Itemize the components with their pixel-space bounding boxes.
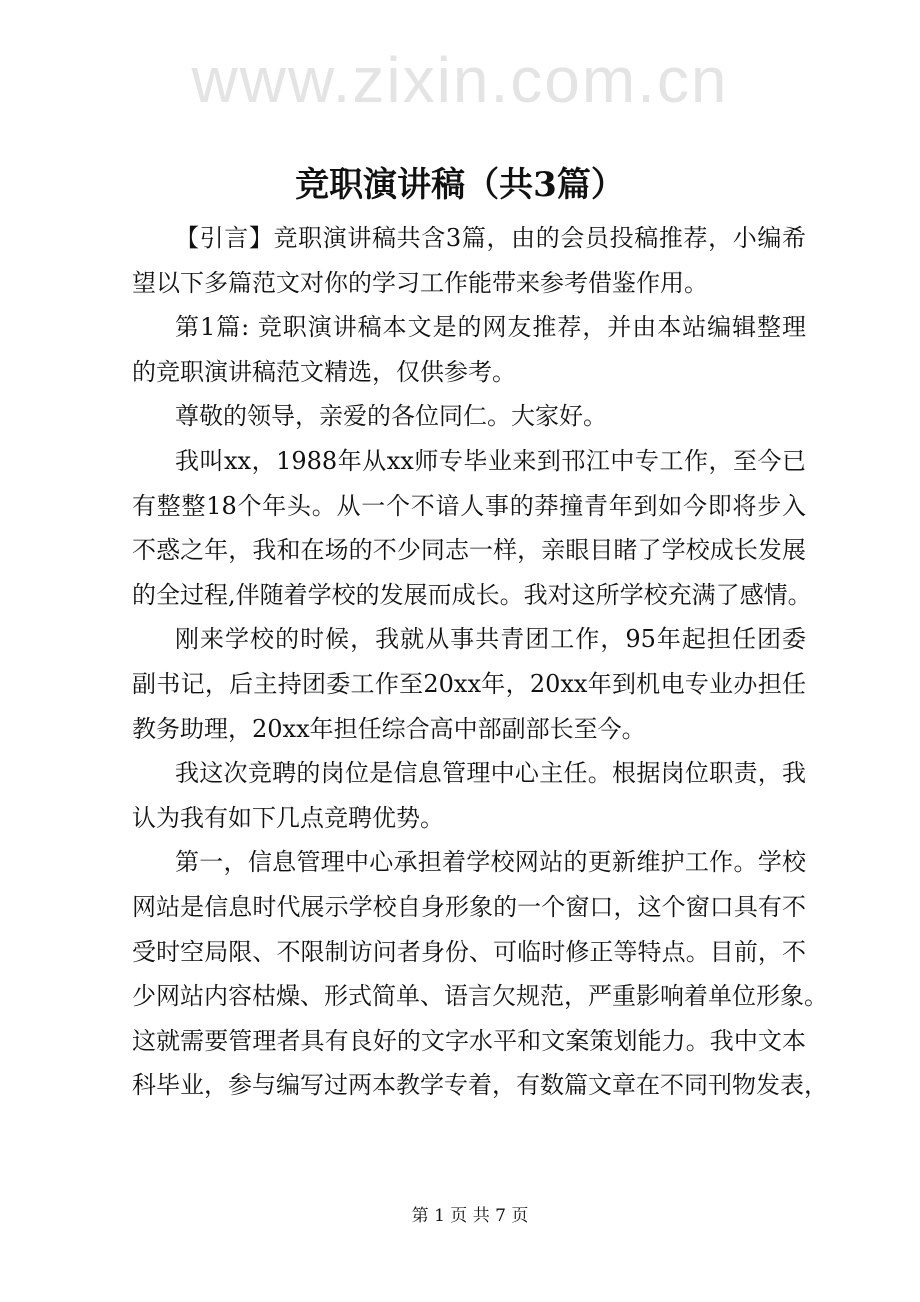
text-line: 第1篇: 竞职演讲稿本文是的网友推荐，并由本站编辑整理 [175,313,806,342]
text-line: 【引言】竞职演讲稿共含3篇，由的会员投稿推荐，小编希 [175,224,806,252]
paragraph [132,617,806,751]
page-footer: 第 1 页 共 7 页 [411,1206,529,1226]
text-line: 的竞职演讲稿范文精选，仅供参考。 [132,357,516,386]
text-line: 望以下多篇范文对你的学习工作能带来参考借鉴作用。 [132,268,708,297]
text-line: 刚来学校的时候，我就从事共青团工作，95年起担任团委 [175,625,806,654]
text-line: 少网站内容枯燥、形式简单、语言欠规范，严重影响着单位形象。 [132,982,828,1011]
text-line: 教务助理，20xx年担任综合高中部副部长至今。 [132,714,646,743]
paragraph [132,305,806,394]
text-line: 尊敬的领导，亲爱的各位同仁。大家好。 [175,402,607,431]
text-line: 我这次竞聘的岗位是信息管理中心主任。根据岗位职责，我 [175,759,806,788]
paragraph [132,840,828,1108]
watermark: www.zixin.com.cn [191,44,729,116]
document-title: 竞职演讲稿（共3篇） [295,165,625,205]
paragraph [132,216,806,305]
text-line: 有整整18个年头。从一个不谙人事的莽撞青年到如今即将步入 [132,491,806,520]
text-line: 副书记，后主持团委工作至20xx年，20xx年到机电专业办担任 [132,669,806,698]
text-line: 不惑之年，我和在场的不少同志一样，亲眼目睹了学校成长发展 [132,536,806,565]
text-line: 的全过程,伴随着学校的发展而成长。我对这所学校充满了感情。 [132,580,812,609]
paragraph [132,751,806,840]
text-line: 网站是信息时代展示学校自身形象的一个窗口，这个窗口具有不 [132,892,806,921]
document-body [132,216,828,1108]
text-line: 受时空局限、不限制访问者身份、可临时修正等特点。目前，不 [132,937,806,966]
text-line: 第一，信息管理中心承担着学校网站的更新维护工作。学校 [175,848,806,877]
text-line: 这就需要管理者具有良好的文字水平和文案策划能力。我中文本 [132,1026,806,1055]
paragraph [132,439,812,617]
text-line: 科毕业，参与编写过两本教学专着，有数篇文章在不同刊物发表， [132,1071,828,1100]
paragraph [132,394,806,439]
text-line: 认为我有如下几点竞聘优势。 [132,803,444,832]
text-line: 我叫xx，1988年从xx师专毕业来到邗江中专工作，至今已 [175,446,806,475]
